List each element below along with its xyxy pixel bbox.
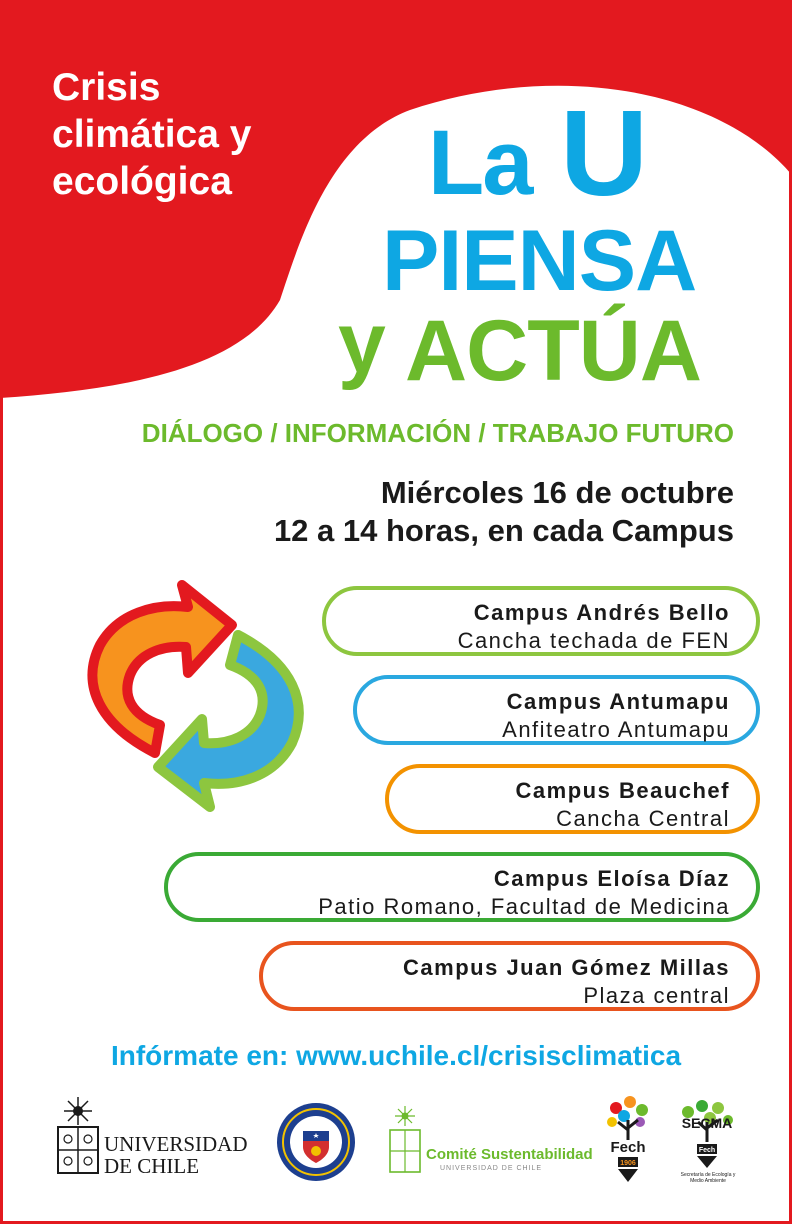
title-piensa: PIENSA — [382, 213, 697, 309]
tagline: DIÁLOGO / INFORMACIÓN / TRABAJO FUTURO — [141, 418, 734, 448]
campus-place: Cancha Central — [556, 806, 730, 831]
title-actua: ACTÚA — [405, 303, 701, 399]
campus-card-eloisa-diaz — [164, 852, 760, 922]
comite-logo-text: Comité Sustentabilidad — [426, 1146, 593, 1163]
uchile-logo-line-1: UNIVERSIDAD — [104, 1132, 248, 1156]
uchile-crest-icon — [52, 1095, 104, 1177]
kicker-line-3: ecológica — [52, 160, 232, 203]
event-time: 12 a 14 horas, en cada Campus — [273, 513, 734, 548]
uchile-logo-line-2: DE CHILE — [104, 1154, 200, 1178]
campus-card-antumapu — [353, 675, 760, 745]
secma-logo-text: SECMA — [681, 1115, 733, 1131]
kicker-line-1: Crisis — [52, 66, 161, 109]
campus-name: Campus Beauchef — [515, 778, 730, 803]
comite-crest-icon — [386, 1104, 424, 1176]
campus-name: Campus Antumapu — [506, 689, 730, 714]
fech-tree-logo-icon — [600, 1094, 656, 1186]
university-seal-icon — [275, 1101, 357, 1183]
campus-name: Campus Juan Gómez Millas — [403, 955, 730, 980]
kicker-line-2: climática y — [52, 113, 252, 156]
campus-place: Cancha techada de FEN — [457, 628, 730, 653]
fech-year-text: 1906 — [620, 1160, 636, 1167]
fech-logo-text: Fech — [610, 1139, 646, 1156]
event-date: Miércoles 16 de octubre — [380, 475, 734, 510]
secma-logo-subtext: Secretaría de Ecología y Medio Ambiente — [680, 1172, 736, 1184]
uchile-logo-text — [104, 1133, 248, 1177]
campus-card-beauchef — [385, 764, 760, 834]
campus-card-juan-gomez-millas — [259, 941, 760, 1011]
campus-place: Patio Romano, Facultad de Medicina — [318, 894, 730, 919]
campus-card-andres-bello — [322, 586, 760, 656]
title-y: y — [338, 295, 386, 391]
kicker-heading — [52, 64, 352, 205]
title-la: La — [428, 112, 532, 214]
campus-name: Campus Eloísa Díaz — [493, 866, 730, 891]
recycle-arrows-icon — [60, 575, 320, 825]
campus-place: Plaza central — [583, 983, 730, 1008]
secma-logo-icon — [674, 1098, 740, 1174]
info-link-text: Infórmate en: www.uchile.cl/crisisclimatica — [110, 1040, 682, 1071]
secma-fech-text: Fech — [698, 1147, 716, 1154]
campus-place: Anfiteatro Antumapu — [502, 717, 730, 742]
comite-logo-subtext: UNIVERSIDAD DE CHILE — [440, 1165, 543, 1172]
title-u: U — [560, 85, 649, 221]
campus-name: Campus Andrés Bello — [473, 600, 730, 625]
